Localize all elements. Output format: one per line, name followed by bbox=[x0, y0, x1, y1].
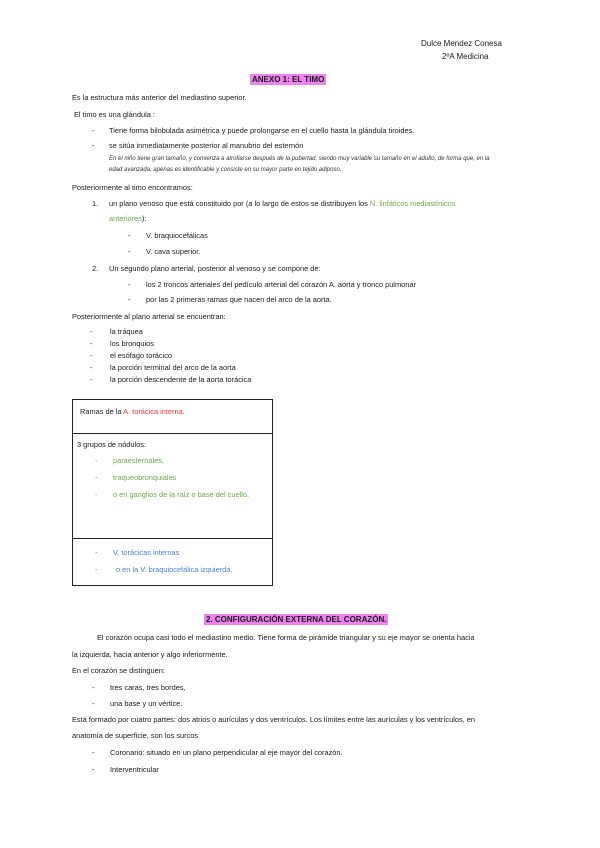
posterior-intro: Posteriormente al timo encontramos: bbox=[72, 183, 193, 192]
list-bullet bbox=[92, 747, 94, 758]
section2-para2: anatomía de superficie, son los surcos bbox=[72, 731, 199, 740]
list-bullet bbox=[95, 472, 97, 483]
node-group: o en ganglios de la raíz o base del cuello. bbox=[113, 490, 249, 499]
plane2-item: los 2 troncos arteriales del pedículo arterial del corazón A. aorta y tronco pulmonar bbox=[146, 280, 416, 289]
node-group: paraesternales, bbox=[113, 456, 164, 465]
list-bullet bbox=[92, 682, 94, 693]
row1-highlight: A. torácica interna. bbox=[123, 407, 185, 416]
course-label: 2ºA Medicina bbox=[442, 52, 489, 61]
table-row bbox=[73, 434, 272, 539]
annex-title-text: ANEXO 1: EL TIMO bbox=[252, 75, 325, 84]
note-line: En el niño tiene gran tamaño, y comienza a atrofiarse después de la pubertad, siendo muy variable su tamaño en el adulto, de forma que, en la bbox=[109, 156, 490, 162]
plane2-text: Un segundo plano arterial, posterior al venoso y se compone de: bbox=[109, 264, 321, 273]
plane1-text-a: un plano venoso que está constituido por (a lo largo de estos se distribuyen los bbox=[109, 199, 368, 208]
list-bullet bbox=[128, 294, 130, 305]
gland-item: se sitúa inmediatamente posterior al manubrio del esternón bbox=[109, 141, 304, 150]
arterial-item: el esófago torácico bbox=[110, 351, 173, 360]
distinguish-intro: En el corazón se distinguen: bbox=[72, 666, 165, 675]
vein-item: V. torácicas internas bbox=[113, 548, 180, 557]
plane1-text bbox=[109, 198, 527, 209]
table-row1-text bbox=[80, 406, 185, 417]
row2-title: 3 grupos de nódulos: bbox=[77, 440, 147, 449]
list-bullet bbox=[90, 338, 92, 349]
section2-title-text: 2. CONFIGURACIÓN EXTERNA DEL CORAZÓN. bbox=[206, 615, 387, 624]
row1-prefix: Ramas de la bbox=[80, 407, 124, 416]
plane1-item: V. braquiocefálicas bbox=[146, 231, 208, 240]
list-bullet bbox=[95, 564, 97, 575]
list-bullet bbox=[128, 246, 130, 257]
arterial-intro: Posteriormente al plano arterial se encuentran: bbox=[72, 312, 226, 321]
list-bullet bbox=[92, 140, 94, 151]
section2-title bbox=[204, 614, 388, 626]
lymph-table bbox=[72, 399, 273, 586]
plane-number: 1. bbox=[92, 199, 99, 208]
list-bullet bbox=[95, 455, 97, 466]
table-row bbox=[73, 539, 272, 585]
list-bullet bbox=[90, 350, 92, 361]
plane1-link-b: anteriores bbox=[109, 214, 142, 223]
author-name: Dulce Mendez Conesa bbox=[421, 39, 502, 48]
arterial-item: la tráquea bbox=[110, 327, 143, 336]
surco-item: Interventricular bbox=[110, 765, 159, 774]
node-group: traqueobronquiales bbox=[113, 473, 177, 482]
list-bullet bbox=[95, 489, 97, 500]
plane1-text-b: ): bbox=[141, 214, 147, 223]
list-bullet bbox=[90, 374, 92, 385]
annex-title bbox=[250, 74, 326, 86]
list-bullet bbox=[92, 764, 94, 775]
arterial-item: la porción terminal del arco de la aorta bbox=[110, 363, 236, 372]
surco-item: Coronario: situado en un plano perpendicular al eje mayor del corazón. bbox=[110, 748, 343, 757]
arterial-item: la porción descendente de la aorta torácica bbox=[110, 375, 252, 384]
list-bullet bbox=[128, 230, 130, 241]
gland-intro: El timo es una glándula : bbox=[74, 110, 155, 119]
section2-para2: Está formado por cuatro partes: dos atrios o aurículas y dos ventrículos. Los límites entre las aurículas y los ventrículos, en bbox=[72, 715, 475, 724]
section2-para1: la izquierda, hacia anterior y algo inferiormente. bbox=[72, 650, 228, 659]
plane1-text-cont bbox=[109, 213, 146, 224]
vein-item: o en la V. braquiocefálica izquierda. bbox=[116, 565, 233, 574]
section2-para1: El corazón ocupa casi todo el mediastino medio. Tiene forma de pirámide triangular y su eje mayor se orienta hacia bbox=[97, 633, 475, 642]
list-bullet bbox=[92, 125, 94, 136]
plane1-link-a: N. linfáticos mediastínicos bbox=[369, 199, 456, 208]
plane1-item: V. cava superior. bbox=[146, 247, 201, 256]
list-bullet bbox=[95, 547, 97, 558]
distinguish-item: tres caras, tres bordes, bbox=[110, 683, 186, 692]
list-bullet bbox=[90, 362, 92, 373]
list-bullet bbox=[128, 279, 130, 290]
table-row bbox=[73, 400, 272, 434]
annex-intro: Es la estructura más anterior del mediastino superior. bbox=[72, 93, 247, 102]
plane-number: 2. bbox=[92, 264, 99, 273]
arterial-item: los bronquios bbox=[110, 339, 154, 348]
list-bullet bbox=[92, 698, 94, 709]
plane2-item: por las 2 primeras ramas que nacen del arco de la aorta. bbox=[146, 295, 332, 304]
list-bullet bbox=[90, 326, 92, 337]
distinguish-item: una base y un vértice. bbox=[110, 699, 183, 708]
note-line: edad avanzada, apenas es identificable y consiste en su mayor parte en tejido adiposo. bbox=[109, 167, 342, 173]
gland-item: Tiene forma bilobulada asimétrica y puede prolongarse en el cuello hasta la glándula tiroides. bbox=[109, 126, 415, 135]
